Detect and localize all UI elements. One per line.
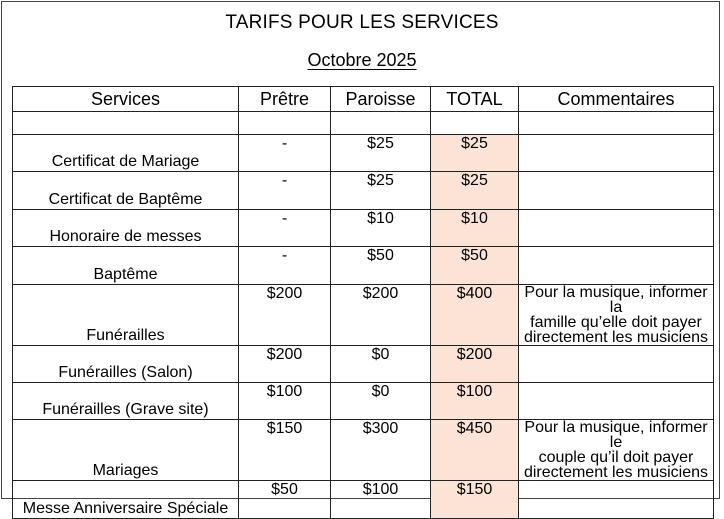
blank-cell bbox=[431, 112, 519, 135]
service-cell: Funérailles (Salon) bbox=[13, 346, 239, 383]
total-cell: $400 bbox=[431, 285, 519, 346]
comment-cell bbox=[519, 420, 714, 481]
blank-row bbox=[13, 112, 714, 135]
total-cell: $450 bbox=[431, 420, 519, 481]
comment-line: directement les musiciens bbox=[523, 464, 709, 481]
pretre-cell: $200 bbox=[239, 346, 331, 383]
total-cell: $200 bbox=[431, 346, 519, 383]
header-total: TOTAL bbox=[431, 87, 519, 112]
total-cell: $50 bbox=[431, 247, 519, 285]
page-title: TARIFS POUR LES SERVICES bbox=[225, 12, 499, 33]
table-row bbox=[13, 481, 714, 519]
pretre-cell: $150 bbox=[239, 420, 331, 481]
comment-cell bbox=[519, 172, 714, 210]
pretre-cell: - bbox=[239, 210, 331, 247]
comment-line: Pour la musique, informer la bbox=[524, 284, 708, 316]
comment-cell bbox=[519, 247, 714, 285]
pretre-cell: $100 bbox=[239, 383, 331, 420]
pretre-cell: - bbox=[239, 135, 331, 172]
total-cell: $25 bbox=[431, 135, 519, 172]
pretre-cell: - bbox=[239, 172, 331, 210]
table-row bbox=[13, 420, 714, 481]
table-row bbox=[13, 346, 714, 383]
comment-cell bbox=[519, 135, 714, 172]
total-cell: $10 bbox=[431, 210, 519, 247]
table-row bbox=[13, 247, 714, 285]
blank-cell bbox=[239, 112, 331, 135]
total-cell: $25 bbox=[431, 172, 519, 210]
paroisse-cell: $25 bbox=[331, 172, 431, 210]
service-cell: Funérailles bbox=[13, 285, 239, 346]
table-row bbox=[13, 210, 714, 247]
paroisse-cell: $0 bbox=[331, 383, 431, 420]
service-cell: Messe Anniversaire Spéciale bbox=[13, 481, 239, 519]
comment-cell bbox=[519, 285, 714, 346]
table-row bbox=[13, 135, 714, 172]
paroisse-cell: $10 bbox=[331, 210, 431, 247]
comment-cell bbox=[519, 383, 714, 420]
blank-cell bbox=[13, 112, 239, 135]
service-cell: Baptême bbox=[13, 247, 239, 285]
header-commentaires: Commentaires bbox=[519, 87, 714, 112]
table-row bbox=[13, 285, 714, 346]
service-cell: Mariages bbox=[13, 420, 239, 481]
paroisse-cell: $0 bbox=[331, 346, 431, 383]
pretre-cell: $200 bbox=[239, 285, 331, 346]
page-subtitle: Octobre 2025 bbox=[307, 50, 417, 70]
service-cell: Certificat de Mariage bbox=[13, 135, 239, 172]
pretre-cell: $50 bbox=[239, 481, 331, 519]
comment-line: directement les musiciens bbox=[523, 329, 709, 346]
comment-line: Pour la musique, informer le bbox=[524, 419, 708, 451]
paroisse-cell: $100 bbox=[331, 481, 431, 519]
comment-line: famille qu’elle doit payer bbox=[530, 314, 702, 331]
paroisse-cell: $300 bbox=[331, 420, 431, 481]
service-cell: Certificat de Baptême bbox=[13, 172, 239, 210]
comment-line: couple qu’il doit payer bbox=[538, 449, 694, 466]
blank-cell bbox=[519, 112, 714, 135]
tariffs-table bbox=[12, 86, 714, 519]
service-cell: Honoraire de messes bbox=[13, 210, 239, 247]
comment-cell bbox=[519, 481, 714, 519]
table-header-row bbox=[13, 87, 714, 112]
total-cell: $100 bbox=[431, 383, 519, 420]
paroisse-cell: $200 bbox=[331, 285, 431, 346]
total-cell: $150 bbox=[431, 481, 519, 519]
comment-cell bbox=[519, 210, 714, 247]
comment-cell bbox=[519, 346, 714, 383]
paroisse-cell: $50 bbox=[331, 247, 431, 285]
pretre-cell: - bbox=[239, 247, 331, 285]
paroisse-cell: $25 bbox=[331, 135, 431, 172]
header-services: Services bbox=[13, 87, 239, 112]
blank-cell bbox=[331, 112, 431, 135]
header-paroisse: Paroisse bbox=[331, 87, 431, 112]
header-pretre: Prêtre bbox=[239, 87, 331, 112]
service-cell: Funérailles (Grave site) bbox=[13, 383, 239, 420]
table-row bbox=[13, 383, 714, 420]
table-row bbox=[13, 172, 714, 210]
